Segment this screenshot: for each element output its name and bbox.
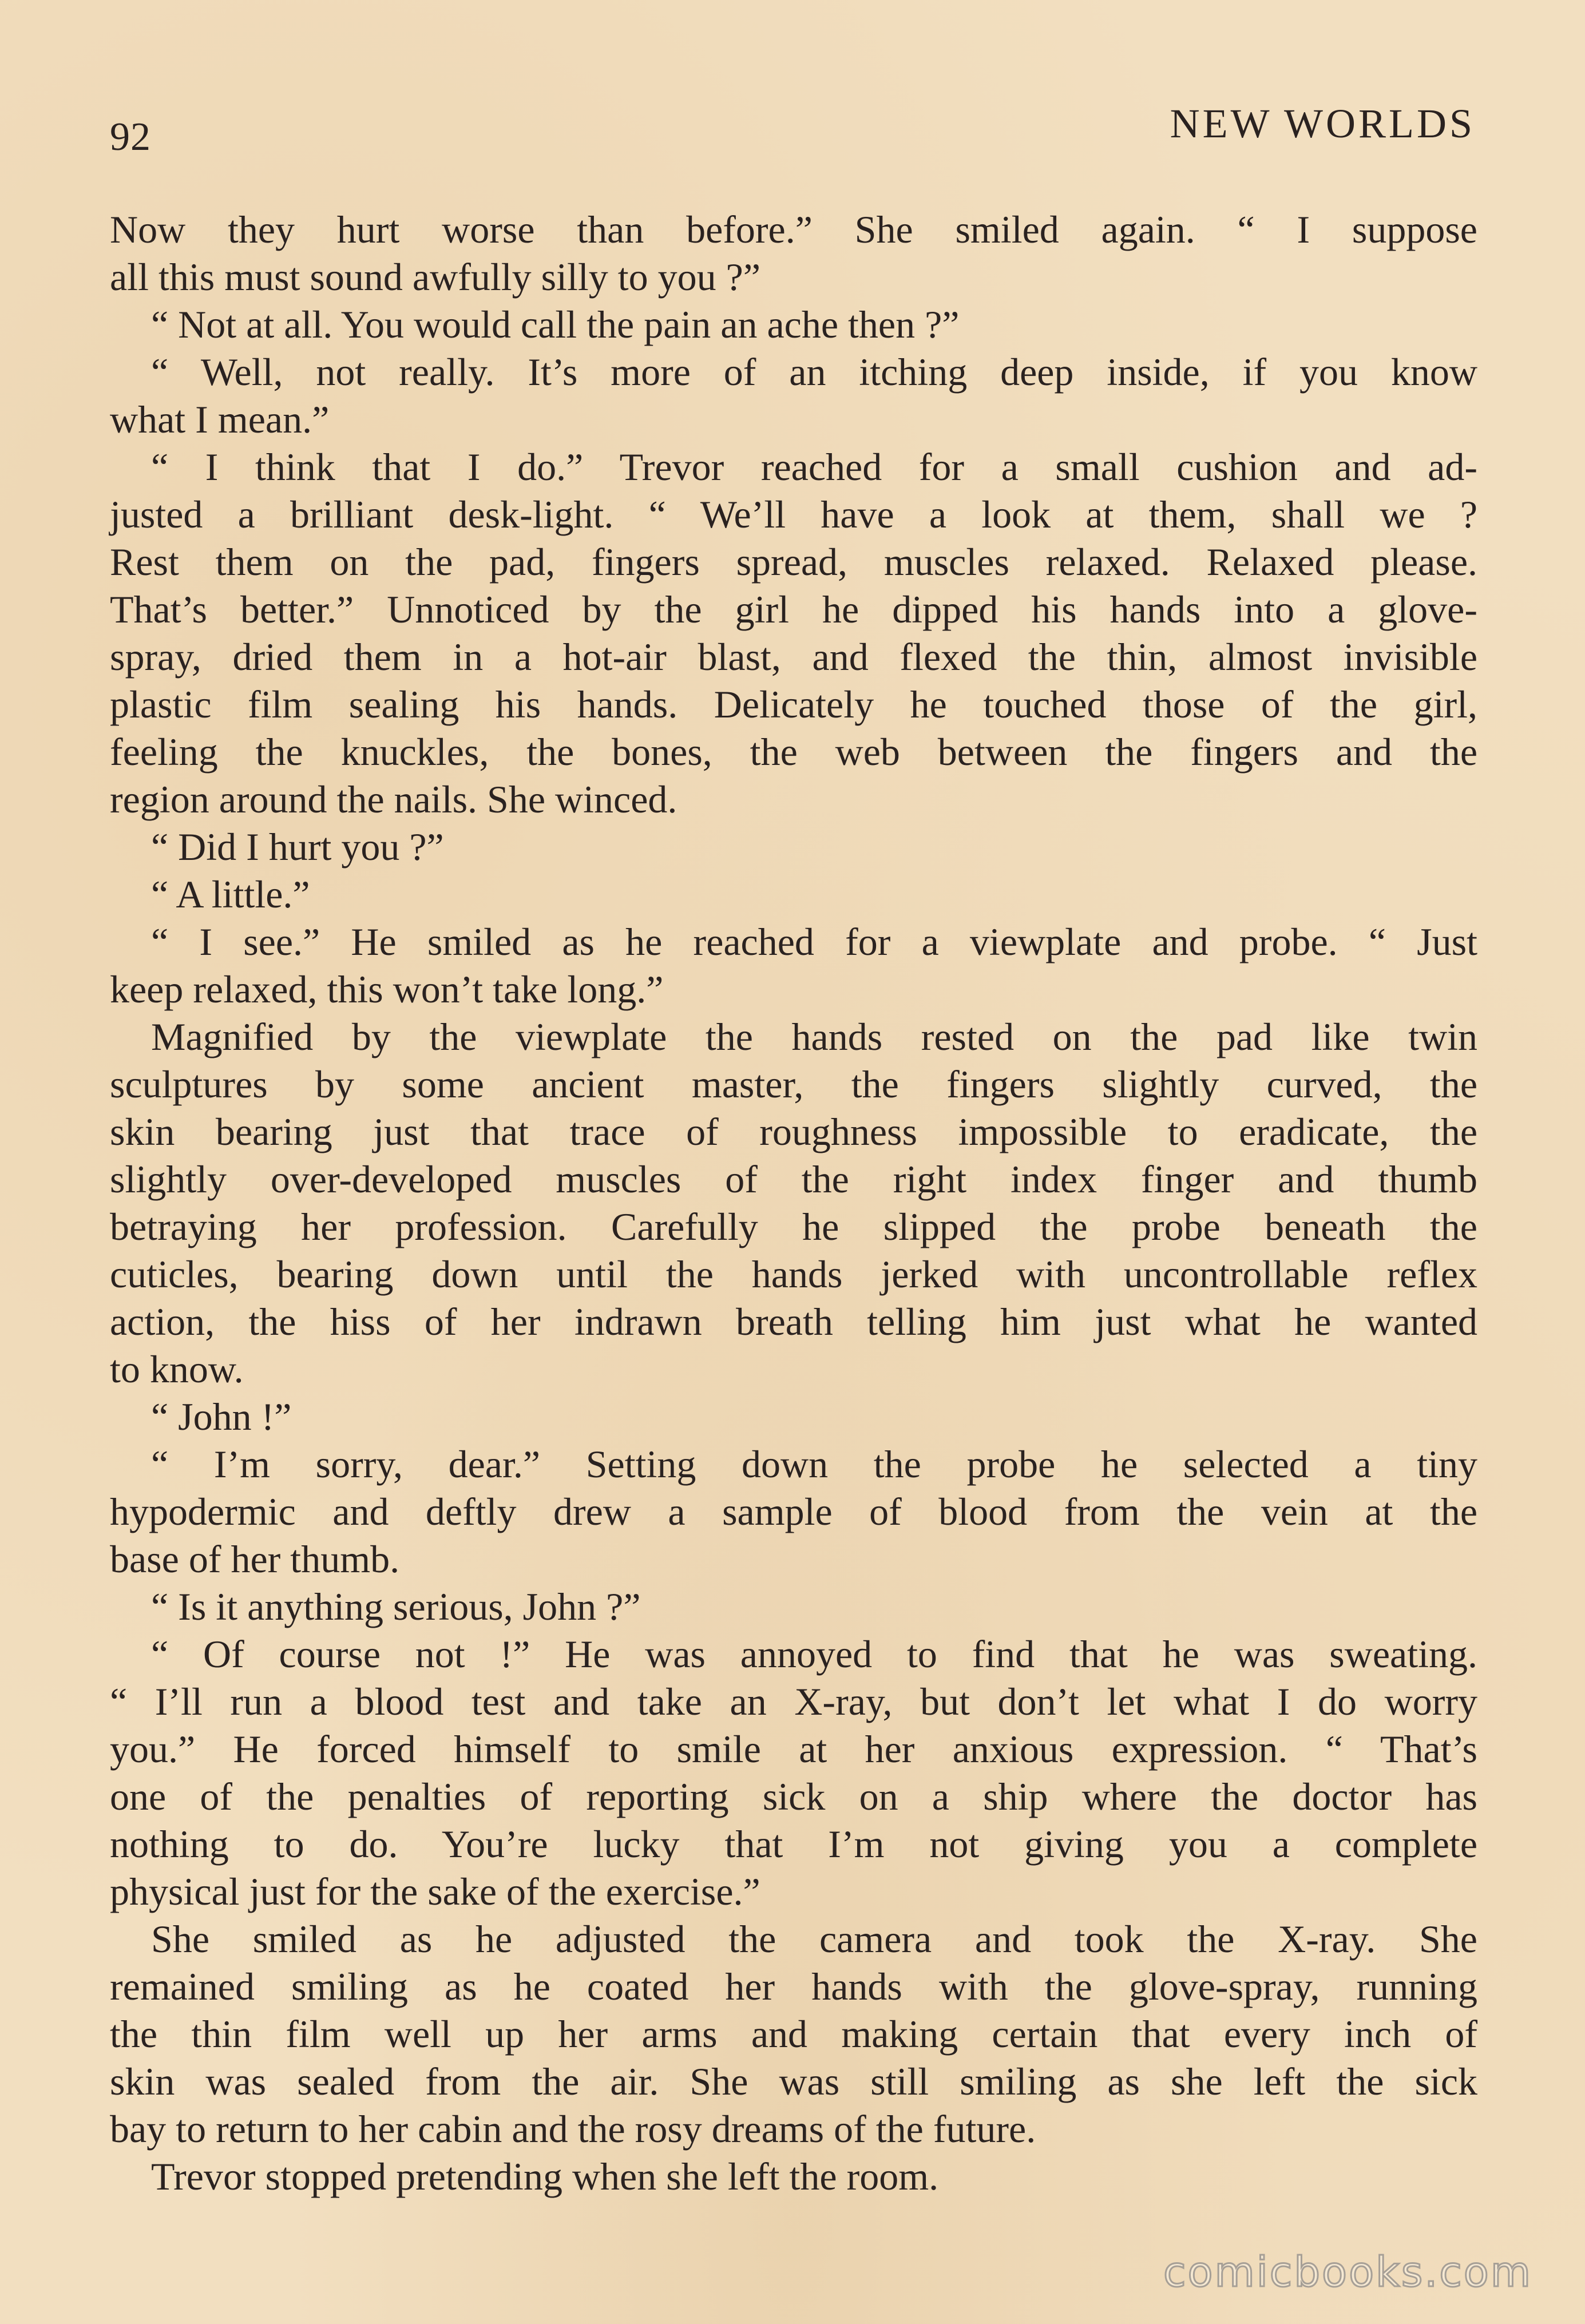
text-line: “ Of course not !” He was annoyed to find that he was sweating.	[151, 1632, 1477, 1676]
text-line: feeling the knuckles, the bones, the web between the fingers and the	[110, 730, 1477, 774]
text-line: nothing to do. You’re lucky that I’m not giving you a complete	[110, 1822, 1477, 1866]
text-line: Rest them on the pad, fingers spread, muscles relaxed. Relaxed please.	[110, 540, 1477, 584]
text-line: to know.	[110, 1347, 244, 1391]
text-line: what I mean.”	[110, 398, 330, 441]
text-line: “ A little.”	[151, 873, 310, 916]
text-line: Magnified by the viewplate the hands rested on the pad like twin	[151, 1015, 1477, 1058]
text-line: skin bearing just that trace of roughness impossible to eradicate, the	[110, 1110, 1477, 1153]
text-line: “ Is it anything serious, John ?”	[151, 1585, 641, 1628]
text-line: justed a brilliant desk-light. “ We’ll have a look at them, shall we ?	[110, 493, 1477, 536]
text-line: skin was sealed from the air. She was still smiling as she left the sick	[110, 2060, 1477, 2103]
text-line: all this must sound awfully silly to you ?”	[110, 255, 761, 299]
watermark: comicbooks.com	[1163, 2248, 1532, 2296]
text-line: slightly over-developed muscles of the right index finger and thumb	[110, 1157, 1477, 1201]
text-line: action, the hiss of her indrawn breath telling him just what he wanted	[110, 1300, 1477, 1343]
text-line: She smiled as he adjusted the camera and took the X-ray. She	[151, 1917, 1477, 1961]
text-line: remained smiling as he coated her hands with the glove-spray, running	[110, 1965, 1477, 2008]
body-text	[110, 206, 1477, 2200]
text-line: “ I’m sorry, dear.” Setting down the probe he selected a tiny	[151, 1442, 1477, 1486]
text-line: you.” He forced himself to smile at her anxious expression. “ That’s	[110, 1727, 1477, 1771]
text-line: hypodermic and deftly drew a sample of blood from the vein at the	[110, 1490, 1477, 1533]
text-line: “ I see.” He smiled as he reached for a viewplate and probe. “ Just	[151, 920, 1477, 963]
text-line: “ Not at all. You would call the pain an ache then ?”	[151, 303, 960, 346]
text-line: the thin film well up her arms and making certain that every inch of	[110, 2012, 1477, 2056]
text-line: “ I’ll run a blood test and take an X-ray, but don’t let what I do worry	[110, 1680, 1477, 1723]
text-line: bay to return to her cabin and the rosy dreams of the future.	[110, 2107, 1036, 2151]
text-line: Now they hurt worse than before.” She smiled again. “ I suppose	[110, 208, 1477, 251]
text-line: That’s better.” Unnoticed by the girl he dipped his hands into a glove-	[110, 588, 1477, 631]
running-head: NEW WORLDS	[1170, 101, 1475, 146]
text-line: betraying her profession. Carefully he slipped the probe beneath the	[110, 1205, 1477, 1248]
text-line: Trevor stopped pretending when she left the room.	[151, 2155, 939, 2198]
text-line: plastic film sealing his hands. Delicately he touched those of the girl,	[110, 683, 1477, 726]
text-line: cuticles, bearing down until the hands jerked with uncontrollable reflex	[110, 1252, 1477, 1296]
text-line: region around the nails. She winced.	[110, 778, 677, 821]
page-number: 92	[110, 115, 151, 159]
text-line: keep relaxed, this won’t take long.”	[110, 967, 664, 1011]
text-line: “ Well, not really. It’s more of an itching deep inside, if you know	[151, 350, 1477, 394]
text-line: one of the penalties of reporting sick on a ship where the doctor has	[110, 1775, 1477, 1818]
text-line: base of her thumb.	[110, 1537, 400, 1581]
text-line: “ I think that I do.” Trevor reached for a small cushion and ad-	[151, 445, 1477, 489]
text-line: spray, dried them in a hot-air blast, and flexed the thin, almost invisible	[110, 635, 1477, 679]
text-line: sculptures by some ancient master, the fingers slightly curved, the	[110, 1062, 1477, 1106]
text-line: “ John !”	[151, 1395, 292, 1438]
text-line: “ Did I hurt you ?”	[151, 825, 444, 868]
text-line: physical just for the sake of the exercise.”	[110, 1870, 760, 1913]
